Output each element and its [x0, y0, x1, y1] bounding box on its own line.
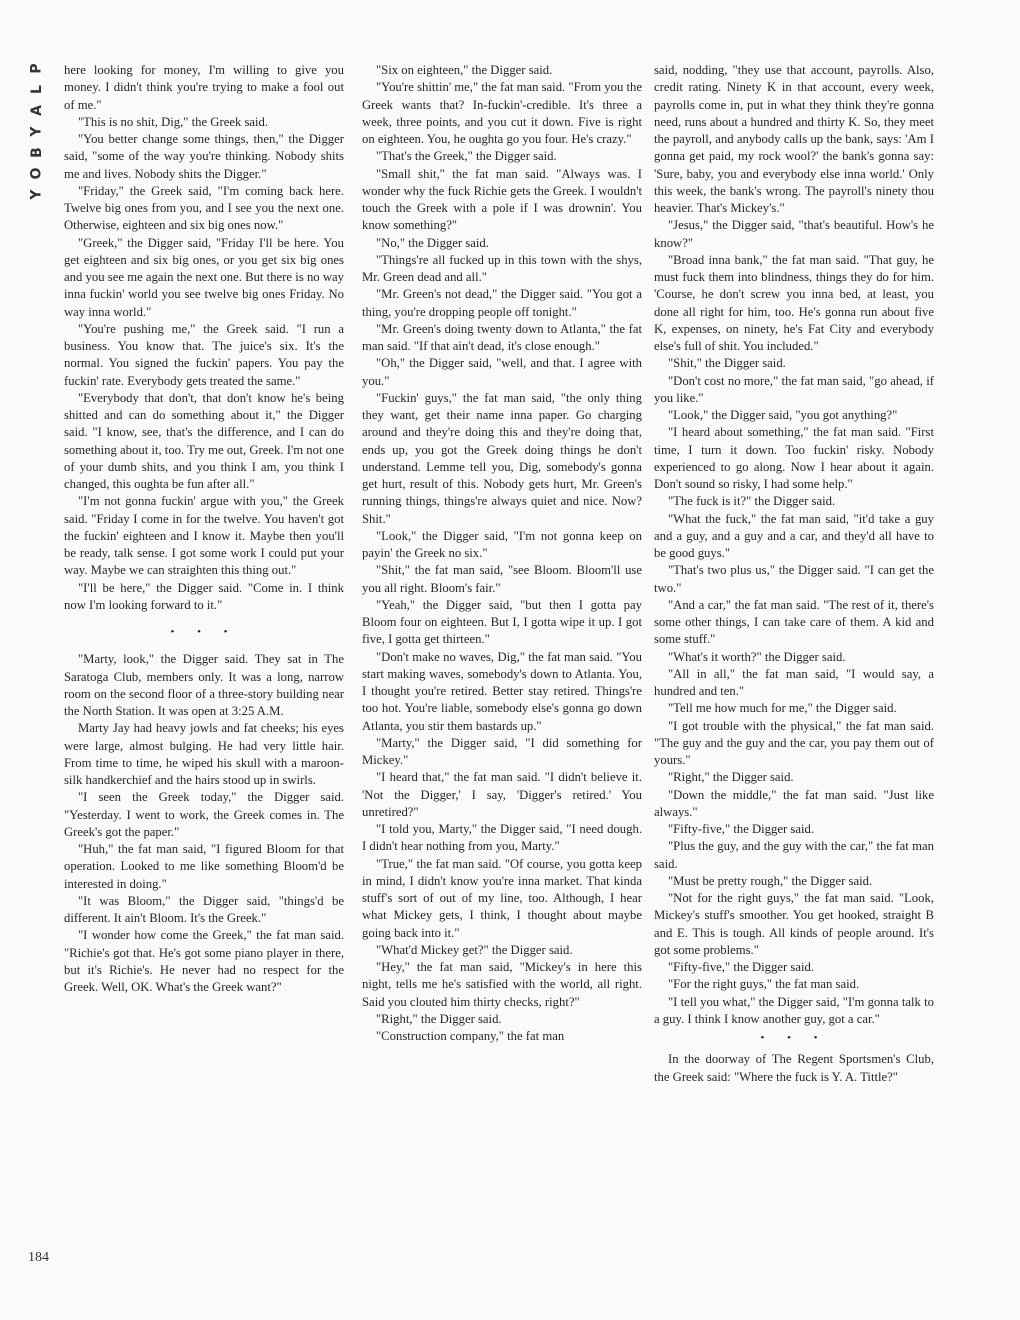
sidebar-letter: Y [28, 189, 45, 200]
sidebar-letter: P [28, 63, 45, 74]
paragraph: "And a car," the fat man said. "The rest of it, there's some other things, I can take care of them. A kid and some stuff." [654, 597, 934, 647]
paragraph: "No," the Digger said. [376, 235, 489, 250]
paragraph: "Plus the guy, and the guy with the car," the fat man said. [654, 839, 934, 871]
paragraph: "I heard about something," the fat man said. "First time, I turn it down. Too fuckin' risky. Nobody experienced to go along. Now I hear about it again. Don't sound so risky, I had some help." [654, 425, 934, 491]
paragraph: "I wonder how come the Greek," the fat man said. "Richie's got that. He's got some piano player in there, but it's Richie's. He never had no respect for the Greek. Well, OK. What's the Greek want?" [64, 928, 344, 994]
paragraph: "Fifty-five," the Digger said. [668, 822, 815, 836]
paragraph: "Fuckin' guys," the fat man said, "the only thing they want, get their name inna paper. Go charging around and they're doing this and they're doing that, ends up, you got the Greek doing things he don't understand. Lemme tell you, Dig, somebody's gonna get hurt, result of this. Nobody gets hurt, Mr. Green's running things, things're always quiet and nice. Now? Shit." [362, 390, 642, 526]
paragraph: "Things're all fucked up in this town with the shys, Mr. Green dead and all." [362, 252, 642, 284]
section-break: • • • [760, 1032, 828, 1044]
paragraph: "I told you, Marty," the Digger said, "I need dough. I didn't hear nothing from you, Marty." [362, 822, 642, 854]
paragraph: "I'm not gonna fuckin' argue with you," the Greek said. "Friday I come in for the twelve. You haven't got the fuckin' eighteen and I know it. Maybe then you'll be ready, talk sense. I got some work I could put your way. Maybe we can straighten this thing out." [64, 494, 344, 578]
paragraph: "What the fuck," the fat man said, "it'd take a guy and a guy, and a guy and a car, and they'd all have to be good guys." [654, 511, 934, 560]
paragraph: "I got trouble with the physical," the fat man said. "The guy and the guy and the car, you pay them out of yours." [654, 718, 934, 767]
section-break: • • • [170, 626, 238, 638]
paragraph: "All in all," the fat man said, "I would say, a hundred and ten." [654, 666, 934, 698]
text-column-2 [362, 62, 642, 1045]
paragraph: "True," the fat man said. "Of course, you gotta keep in mind, I didn't know you're inna market. That kinda stuff's sort of out of my line, too. Although, I hear what Mickey gets, I think, I thought about maybe going back into it." [362, 856, 642, 940]
paragraph: "Mr. Green's not dead," the Digger said. "You got a thing, you're dropping people off tonight." [362, 287, 642, 319]
paragraph: "Don't cost no more," the fat man said, "go ahead, if you like." [654, 373, 934, 405]
paragraph: "That's two plus us," the Digger said. "I can get the two." [654, 563, 934, 595]
paragraph: "That's the Greek," the Digger said. [376, 149, 557, 164]
paragraph: "Hey," the fat man said, "Mickey's in here this night, tells me he's satisfied with the world, all right. Said you clouted him thirty checks, right?" [362, 960, 642, 1009]
paragraph: "What's it worth?" the Digger said. [668, 649, 846, 664]
paragraph: "Small shit," the fat man said. "Always was. I wonder why the fuck Richie gets the Greek. I wouldn't touch the Greek with a pole if I was drownin'. You know something?" [362, 166, 642, 233]
paragraph: "Look," the Digger said, "I'm not gonna keep on payin' the Greek no six." [362, 528, 642, 560]
paragraph: "Broad inna bank," the fat man said. "That guy, he must fuck them into blindness, things they do for him. 'Course, he don't screw you inna bed, at least, you done all right for him, too. He's gonna run about five K, expenses, on ninety, he's Fat City and everybody else's full of shit. You included." [654, 252, 934, 353]
sidebar-letter: A [28, 105, 45, 116]
paragraph: "Right," the Digger said. [668, 770, 794, 785]
paragraph: "I seen the Greek today," the Digger said. "Yesterday. I went to work, the Greek comes in. The Greek's got the paper." [64, 790, 344, 839]
sidebar-letter: Y [28, 126, 45, 137]
paragraph: "Huh," the fat man said, "I figured Bloom for that operation. Looked to me like something Bloom'd be interested in doing." [64, 842, 344, 891]
paragraph: "Marty," the Digger said, "I did something for Mickey." [362, 735, 642, 767]
paragraph: "Right," the Digger said. [376, 1011, 502, 1026]
paragraph: Marty Jay had heavy jowls and fat cheeks; his eyes were large, almost bulging. He had very little hair. From time to time, he wiped his skull with a maroon-silk handkerchief and the hairs stood up in swirls. [64, 721, 344, 787]
text-column-1 [64, 62, 344, 996]
sidebar-letter: L [28, 85, 45, 94]
paragraph: "The fuck is it?" the Digger said. [668, 494, 836, 509]
paragraph: "Six on eighteen," the Digger said. [376, 63, 553, 77]
paragraph: "What'd Mickey get?" the Digger said. [376, 942, 573, 957]
paragraph: "Shit," the fat man said, "see Bloom. Bloom'll use you all right. Bloom's fair." [362, 563, 642, 595]
magazine-name-vertical [24, 58, 50, 205]
paragraph: "I heard that," the fat man said. "I didn't believe it. 'Not the Digger,' I say, 'Digger's retired.' You unretired?" [362, 770, 642, 819]
paragraph: "Friday," the Greek said, "I'm coming back here. Twelve big ones from you, and I see you the next one. Otherwise, eighteen and six big ones now." [64, 183, 344, 233]
paragraph: "Mr. Green's doing twenty down to Atlanta," the fat man said. "If that ain't dead, it's close enough." [362, 321, 642, 353]
sidebar-letter: O [28, 167, 45, 180]
paragraph: "You better change some things, then," the Digger said, "some of the way you're thinking. Nobody shits me and lives. Nobody shits the Digger." [64, 132, 344, 181]
paragraph: In the doorway of The Regent Sportsmen's Club, the Greek said: "Where the fuck is Y. A. Tittle?" [654, 1052, 934, 1084]
page-number: 184 [28, 1250, 49, 1265]
paragraph: "It was Bloom," the Digger said, "things'd be different. It ain't Bloom. It's the Greek." [64, 893, 344, 925]
paragraph: "You're shittin' me," the fat man said. "From you the Greek wants that? In-fuckin'-credible. It's three a week, three points, and you cut it down. Five is right on eighteen. You, he oughta go you four. He's crazy." [362, 80, 642, 146]
paragraph: "Greek," the Digger said, "Friday I'll be here. You get eighteen and six big ones, or you get six big ones and you see me again the next one. But there is no way inna fuckin' world you see twelve big ones Friday. No way inna world." [64, 235, 344, 319]
text-column-3 [654, 62, 934, 1086]
paragraph: "Oh," the Digger said, "well, and that. I agree with you." [362, 356, 642, 388]
paragraph: "I tell you what," the Digger said, "I'm gonna talk to a guy. I think I know another guy, got a car." [654, 994, 934, 1026]
paragraph: "Not for the right guys," the fat man said. "Look, Mickey's stuff's smoother. You get hooked, straight B and E. This is tough. All kinds of people around. It's got some problems." [654, 891, 934, 957]
paragraph: "Fifty-five," the Digger said. [668, 960, 815, 974]
paragraph: "Don't make no waves, Dig," the fat man said. "You start making waves, somebody's down to Atlanta. You, I thought you're retired. Better stay retired. Things're too hot. You're liable, somebody else's gonna go down Atlanta, you stir them bastards up." [362, 649, 642, 733]
paragraph: "I'll be here," the Digger said. "Come in. I think now I'm looking forward to it." [64, 580, 344, 612]
paragraph: "Must be pretty rough," the Digger said. [668, 873, 873, 888]
paragraph: "Tell me how much for me," the Digger said. [668, 701, 897, 716]
paragraph: "Everybody that don't, that don't know he's being shitted and can do something about it," the Digger said. "I know, see, that's the difference, and I can do something about it, too. Try me out, Greek. I'm not one of your dumb shits, and you think I am, you think I changed, this oughta be fun after all." [64, 390, 344, 491]
paragraph: "Yeah," the Digger said, "but then I gotta pay Bloom four on eighteen. But I, I gotta wipe it up. I got five, I gotta get thirteen." [362, 597, 642, 647]
paragraph: here looking for money, I'm willing to give you money. I didn't think you're trying to make a fool out of me." [64, 63, 344, 112]
paragraph: "Down the middle," the fat man said. "Just like always." [654, 787, 934, 819]
paragraph: "Look," the Digger said, "you got anything?" [668, 408, 898, 422]
paragraph: "Shit," the Digger said. [668, 356, 786, 371]
paragraph: "Marty, look," the Digger said. They sat in The Saratoga Club, members only. It was a long, narrow room on the second floor of a three-story building near the North Station. It was open at 3:25 A.M. [64, 652, 344, 718]
paragraph: "You're pushing me," the Greek said. "I run a business. You know that. The juice's six. It's the normal. You signed the fuckin' papers. You pay the fuckin' rate. Everybody gets treated the same." [64, 321, 344, 388]
paragraph: said, nodding, "they use that account, payrolls. Also, credit rating. Ninety K in that account, every week, payrolls come in, put in what they think they're gonna need, runs about a hundred and thirty K. So, they meet the payroll, and anybody calls up the bank, says: 'Am I gonna get paid, my rock wool?' the bank's gonna say: 'Sure, baby, you and everybody else inna world.' Only this week, the bank's wrong. The payroll's ninety thou heavier. That's Mickey's." [654, 63, 934, 215]
paragraph: "Construction company," the fat man [376, 1029, 565, 1043]
paragraph: "Jesus," the Digger said, "that's beautiful. How's he know?" [654, 218, 934, 250]
paragraph: "This is no shit, Dig," the Greek said. [78, 114, 269, 129]
paragraph: "For the right guys," the fat man said. [668, 977, 860, 992]
sidebar-letter: B [28, 147, 45, 158]
